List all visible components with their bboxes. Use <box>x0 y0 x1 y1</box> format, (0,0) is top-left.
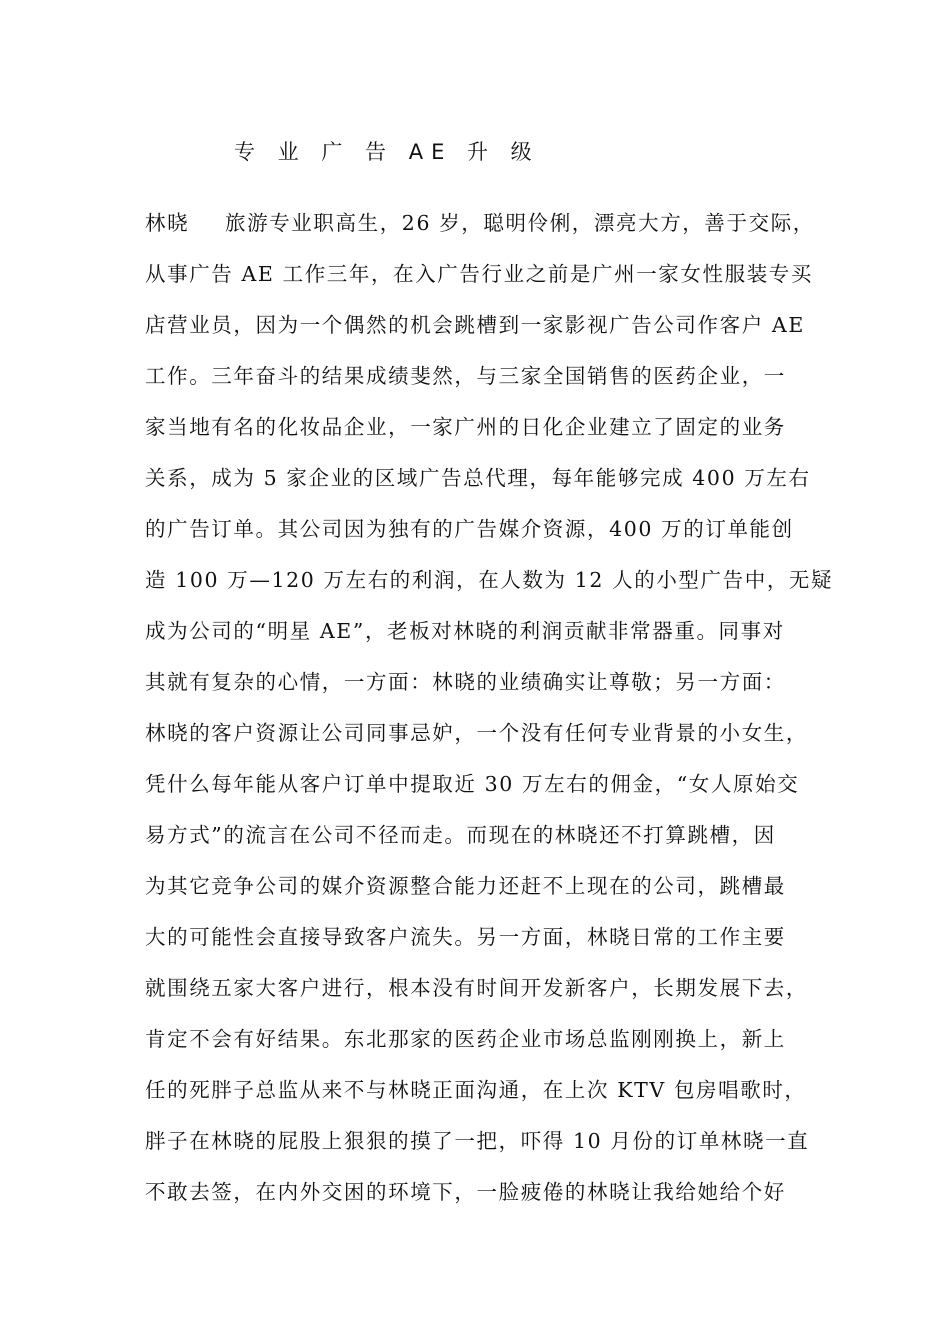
document-title: 专 业 广 告 AE 升 级 <box>234 140 540 164</box>
paragraph-line: 从事广告 AE 工作三年，在入广告行业之前是广州一家女性服装专买 <box>145 262 813 286</box>
paragraph-line: 店营业员，因为一个偶然的机会跳槽到一家影视广告公司作客户 AE <box>145 313 805 337</box>
lead-name: 林晓 <box>145 211 190 235</box>
paragraph-line: 成为公司的“明星 AE”，老板对林晓的利润贡献非常器重。同事对 <box>145 619 785 643</box>
paragraph-line: 工作。三年奋斗的结果成绩斐然，与三家全国销售的医药企业，一 <box>145 364 786 388</box>
paragraph-line: 就围绕五家大客户进行，根本没有时间开发新客户，长期发展下去， <box>145 976 808 1000</box>
paragraph-line: 其就有复杂的心情，一方面：林晓的业绩确实让尊敬；另一方面： <box>145 670 786 694</box>
paragraph-line: 肯定不会有好结果。东北那家的医药企业市场总监刚刚换上，新上 <box>145 1027 786 1051</box>
paragraph-line: 林晓的客户资源让公司同事忌妒，一个没有任何专业背景的小女生， <box>145 721 808 745</box>
document-body <box>145 203 835 1223</box>
paragraph-line: 的广告订单。其公司因为独有的广告媒介资源，400 万的订单能创 <box>145 517 794 541</box>
paragraph-line: 任的死胖子总监从来不与林晓正面沟通，在上次 KTV 包房唱歌时， <box>145 1078 807 1102</box>
paragraph-line: 造 100 万—120 万左右的利润，在人数为 12 人的小型广告中，无疑 <box>145 568 834 592</box>
paragraph-line: 关系，成为 5 家企业的区域广告总代理，每年能够完成 400 万左右 <box>145 466 811 490</box>
paragraph-line: 大的可能性会直接导致客户流失。另一方面，林晓日常的工作主要 <box>145 925 786 949</box>
paragraph-line: 林晓 旅游专业职高生，26 岁，聪明伶俐，漂亮大方，善于交际， <box>145 203 835 254</box>
paragraph-line: 胖子在林晓的屁股上狠狠的摸了一把，吓得 10 月份的订单林晓一直 <box>145 1129 810 1153</box>
paragraph-line: 家当地有名的化妆品企业，一家广州的日化企业建立了固定的业务 <box>145 415 786 439</box>
paragraph-line: 易方式”的流言在公司不径而走。而现在的林晓还不打算跳槽，因 <box>145 823 776 847</box>
paragraph-line: 凭什么每年能从客户订单中提取近 30 万左右的佣金，“女人原始交 <box>145 772 800 796</box>
paragraph-line: 不敢去签，在内外交困的环境下，一脸疲倦的林晓让我给她给个好 <box>145 1180 786 1204</box>
paragraph-line: 为其它竞争公司的媒介资源整合能力还赶不上现在的公司，跳槽最 <box>145 874 786 898</box>
